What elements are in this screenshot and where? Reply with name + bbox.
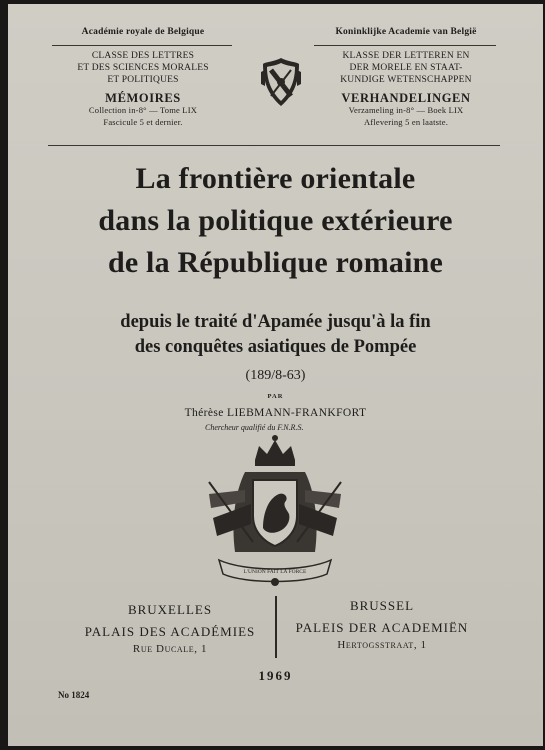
title-line-2: dans la politique extérieure (98, 204, 453, 237)
fascicle-fr: Fascicule 5 et dernier. (103, 117, 183, 127)
collection-nl: Verzameling in-8° — Boek LIX (348, 105, 464, 115)
main-title (18, 158, 533, 284)
class-line-3-fr: ET POLITIQUES (107, 75, 179, 85)
header-left (48, 26, 238, 128)
subtitle (18, 310, 533, 360)
publisher-fr: PALAIS DES ACADÉMIES (84, 624, 256, 639)
class-line-2-nl: DER MORELE EN STAAT- (349, 63, 463, 73)
series-fr: MÉMOIRES (105, 91, 181, 105)
subtitle-line-1: depuis le traité d'Apamée jusqu'à la fin (120, 312, 431, 332)
academy-name-nl: Koninklijke Academie van België (335, 27, 477, 37)
header-rule-bottom (48, 145, 500, 146)
imprint-right (282, 595, 482, 651)
header-rule-top-left (52, 45, 232, 46)
city-fr: BRUXELLES (127, 602, 213, 617)
publication-number: No 1824 (58, 690, 90, 700)
header-rule-top-right (314, 45, 496, 46)
document-page (8, 4, 543, 746)
address-fr: Rue Ducale, 1 (132, 643, 208, 655)
author-name: Thérèse LIEBMANN-FRANKFORT (184, 407, 367, 419)
academy-name-fr: Académie royale de Belgique (81, 27, 205, 37)
imprint-left (70, 599, 270, 655)
subtitle-line-2: des conquêtes asiatiques de Pompée (134, 337, 417, 357)
class-line-3-nl: KUNDIGE WETENSCHAPPEN (340, 75, 472, 85)
header-right (310, 26, 502, 128)
imprint-divider (275, 596, 277, 658)
title-line-3: de la République romaine (107, 246, 444, 279)
publisher-nl: PALEIS DER ACADEMIËN (295, 620, 469, 635)
title-line-1: La frontière orientale (135, 162, 416, 195)
class-line-1-nl: KLASSE DER LETTEREN EN (342, 51, 470, 61)
city-nl: BRUSSEL (349, 598, 415, 613)
academy-shield-emblem-icon (259, 56, 303, 108)
address-nl: Hertogsstraat, 1 (337, 639, 427, 651)
fascicle-nl: Aflevering 5 en laatste. (363, 117, 449, 127)
class-line-1-fr: CLASSE DES LETTRES (91, 51, 195, 61)
royal-coat-of-arms-icon (205, 432, 345, 588)
series-nl: VERHANDELINGEN (341, 91, 471, 105)
date-range: (189/8-63) (245, 368, 306, 383)
publication-year: 1969 (258, 668, 293, 683)
par-label: PAR (267, 393, 284, 400)
class-line-2-fr: ET DES SCIENCES MORALES (77, 63, 209, 73)
collection-fr: Collection in-8° — Tome LIX (88, 105, 198, 115)
crest-motto: L'UNION FAIT LA FORCE (243, 569, 307, 575)
author-qualification: Chercheur qualifié du F.N.R.S. (205, 423, 304, 432)
